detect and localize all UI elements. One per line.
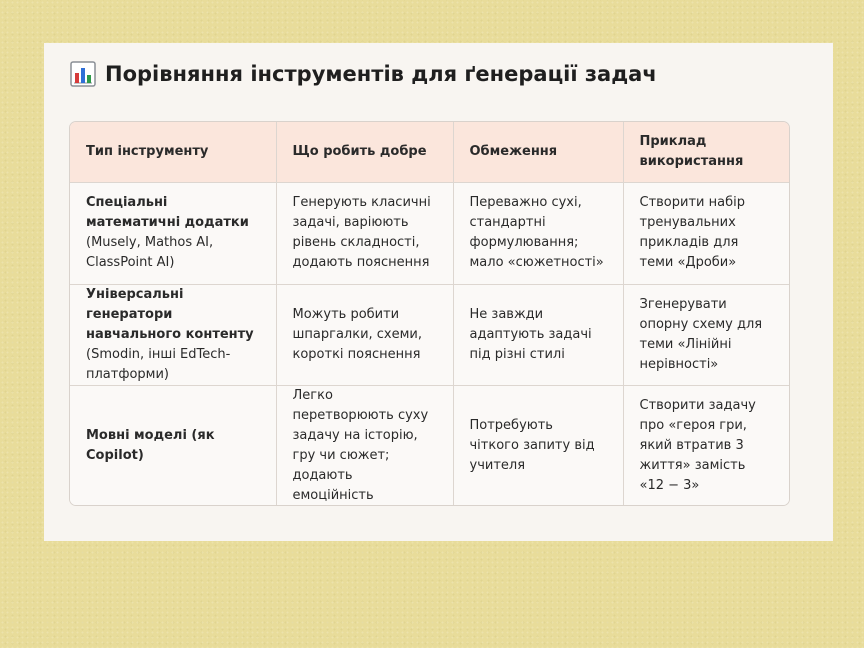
table-row	[70, 385, 789, 506]
header-strengths: Що робить добре	[276, 122, 453, 182]
comparison-table	[70, 122, 789, 506]
slide-card	[44, 43, 833, 541]
cell-example: Створити задачу про «героя гри, який втратив 3 життя» замість «12 − 3»	[623, 385, 789, 506]
tool-type-name: Універсальні генератори навчального контенту	[86, 286, 254, 342]
cell-strengths: Генерують класичні задачі, варіюють рівень складності, додають пояснення	[276, 182, 453, 284]
header-limitations: Обмеження	[453, 122, 623, 182]
comparison-table-container	[69, 121, 790, 506]
cell-strengths: Можуть робити шпаргалки, схеми, короткі пояснення	[276, 284, 453, 385]
bar-chart-icon	[70, 61, 96, 87]
table-header-row	[70, 122, 789, 182]
cell-example: Згенерувати опорну схему для теми «Лінійні нерівності»	[623, 284, 789, 385]
cell-tool-type	[70, 182, 276, 284]
header-tool-type: Тип інструменту	[70, 122, 276, 182]
cell-limitations: Потребують чіткого запиту від учителя	[453, 385, 623, 506]
cell-tool-type	[70, 385, 276, 506]
cell-limitations: Переважно сухі, стандартні формулювання; мало «сюжетності»	[453, 182, 623, 284]
page-title	[70, 61, 657, 87]
tool-type-name: Мовні моделі (як Copilot)	[86, 427, 215, 463]
tool-type-examples: (Smodin, інші EdTech-платформи)	[86, 346, 231, 382]
cell-limitations: Не завжди адаптують задачі під різні стилі	[453, 284, 623, 385]
cell-example: Створити набір тренувальних прикладів для теми «Дроби»	[623, 182, 789, 284]
table-row	[70, 182, 789, 284]
tool-type-examples: (Musely, Mathos AI, ClassPoint AI)	[86, 235, 214, 270]
tool-type-name: Спеціальні математичні додатки	[86, 195, 249, 230]
cell-strengths: Легко перетворюють суху задачу на історію, гру чи сюжет; додають емоційність	[276, 385, 453, 506]
cell-tool-type	[70, 284, 276, 385]
page-title-text: Порівняння інструментів для ґенерації задач	[105, 62, 657, 86]
table-row	[70, 284, 789, 385]
header-example: Приклад використання	[623, 122, 789, 182]
